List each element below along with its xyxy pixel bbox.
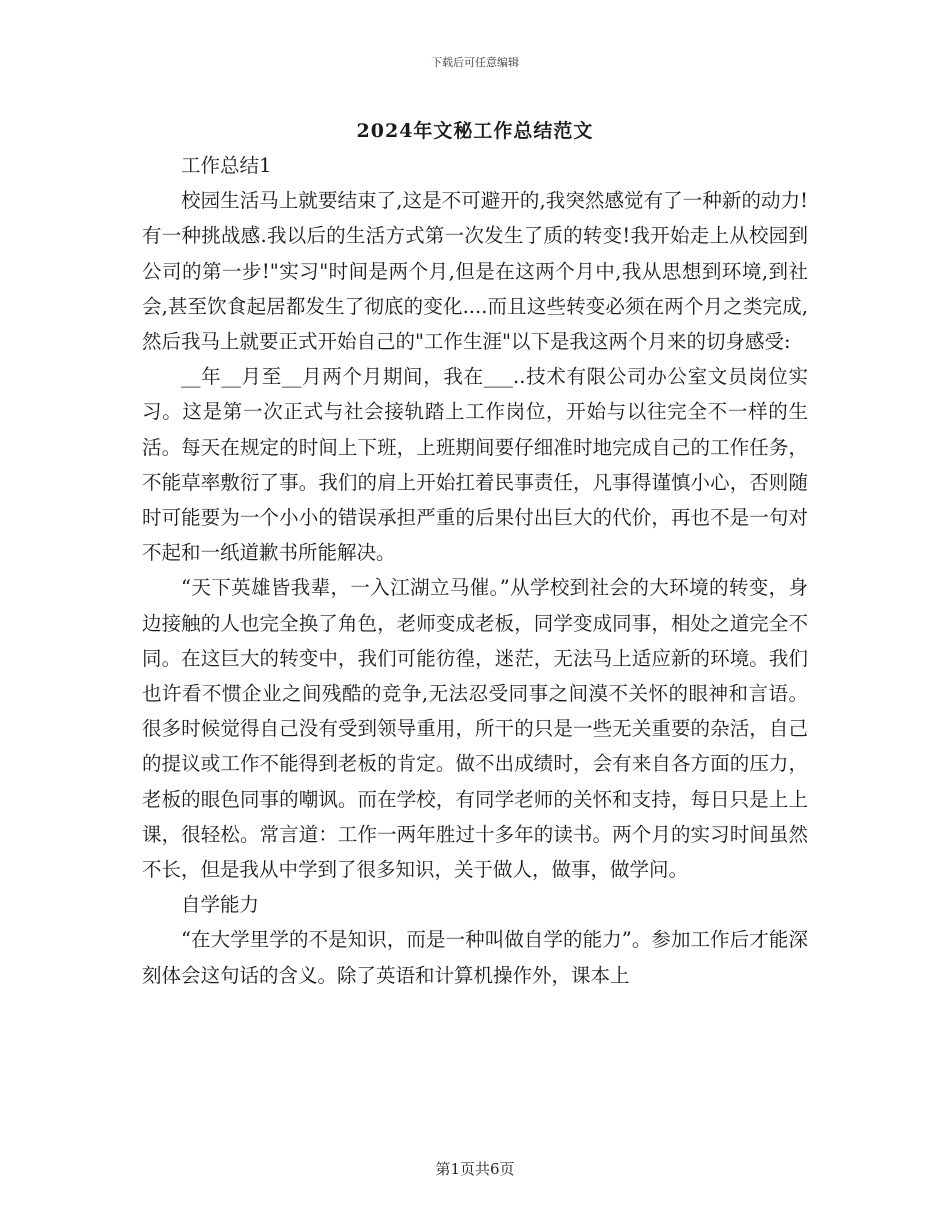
paragraph: 校园生活马上就要结束了,这是不可避开的,我突然感觉有了一种新的动力!有一种挑战感.我以后的生活方式第一次发生了质的转变!我开始走上从校园到公司的第一步!"实习"时间是两个月,但是在这两个月中,我从思想到环境,到社会,甚至饮食起居都发生了彻底的变化....而且这些转变必须在两个月之类完成,然后我马上就要正式开始自己的"工作生涯"以下是我这两个月来的切身感受: [142,189,808,354]
paragraph: __年__月至__月两个月期间，我在___..技术有限公司办公室文员岗位实习。这是第一次正式与社会接轨踏上工作岗位，开始与以往完全不一样的生活。每天在规定的时间上下班，上班期间要仔细准时地完成自己的工作任务，不能草率敷衍了事。我们的肩上开始扛着民事责任，凡事得谨慎小心，否则随时可能要为一个小小的错误承担严重的后果付出巨大的代价，再也不是一句对不起和一纸道歉书所能解决。 [142,365,808,565]
document-body [142,148,808,993]
section-heading: 自学能力 [181,893,260,917]
header-note: 下载后可任意编辑 [431,56,519,69]
document-title: 2024年文秘工作总结范文 [356,120,594,142]
section-heading: 工作总结1 [181,154,272,177]
page-indicator: 第1页共6页 [435,1160,515,1178]
paragraph: “在大学里学的不是知识，而是一种叫做自学的能力”。参加工作后才能深刻体会这句话的含义。除了英语和计算机操作外，课本上 [142,928,808,987]
paragraph: “天下英雄皆我辈，一入江湖立马催。”从学校到社会的大环境的转变，身边接触的人也完全换了角色，老师变成老板，同学变成同事，相处之道完全不同。在这巨大的转变中，我们可能彷徨，迷茫，无法马上适应新的环境。我们也许看不惯企业之间残酷的竞争,无法忍受同事之间漠不关怀的眼神和言语。很多时候觉得自己没有受到领导重用，所干的只是一些无关重要的杂活，自己的提议或工作不能得到老板的肯定。做不出成绩时，会有来自各方面的压力，老板的眼色同事的嘲讽。而在学校，有同学老师的关怀和支持，每日只是上上课，很轻松。常言道：工作一两年胜过十多年的读书。两个月的实习时间虽然不长，但是我从中学到了很多知识，关于做人，做事，做学问。 [142,576,808,882]
